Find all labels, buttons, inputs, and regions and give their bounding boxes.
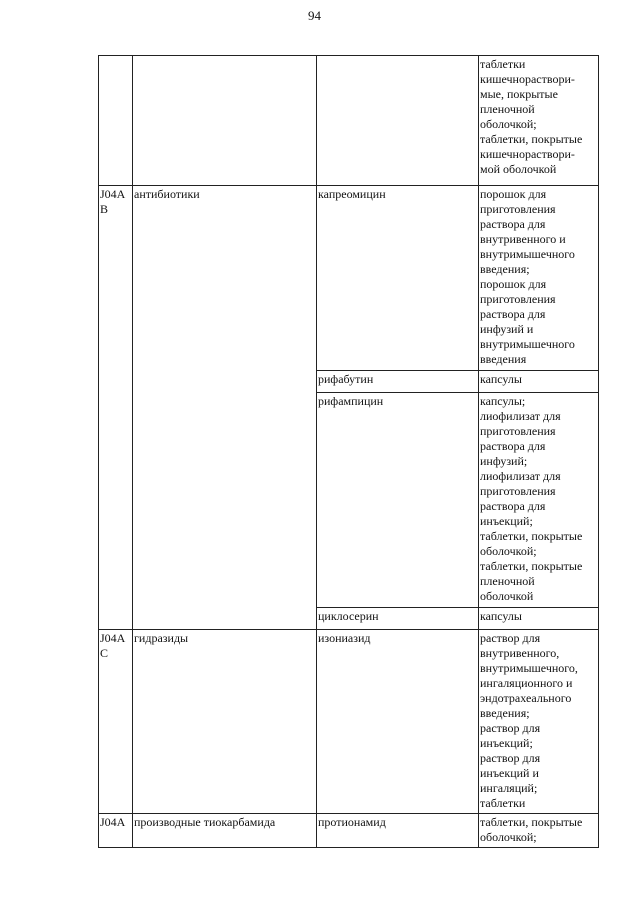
dosage-form-cell: таблетки кишечнораствори- мые, покрытые пленочной оболочкой; таблетки, покрытые кишечнораствори- мой оболочкой (479, 56, 599, 186)
drug-name-cell: циклосерин (317, 608, 479, 630)
drug-name-cell: рифампицин (317, 393, 479, 608)
group-cell: антибиотики (133, 186, 317, 630)
dosage-form-cell: капсулы (479, 371, 599, 393)
group-cell: гидразиды (133, 630, 317, 814)
dosage-form-cell: капсулы; лиофилизат для приготовления раствора для инфузий; лиофилизат для приготовления раствора для инъекций; таблетки, покрытые оболочкой; таблетки, покрытые пленочной оболочкой (479, 393, 599, 608)
table-row (99, 186, 599, 371)
table-row (99, 630, 599, 814)
drug-table (98, 55, 599, 848)
dosage-form-cell: порошок для приготовления раствора для внутривенного и внутримышечного введения; порошок для приготовления раствора для инфузий и внутримышечного введения (479, 186, 599, 371)
group-cell: производные тиокарбамида (133, 814, 317, 848)
drug-name-cell: капреомицин (317, 186, 479, 371)
drug-name-cell: изониазид (317, 630, 479, 814)
dosage-form-cell: капсулы (479, 608, 599, 630)
atc-code-cell (99, 56, 133, 186)
dosage-form-cell: таблетки, покрытые оболочкой; (479, 814, 599, 848)
page-number: 94 (308, 8, 321, 23)
atc-code-cell: J04A B (99, 186, 133, 630)
drug-name-cell (317, 56, 479, 186)
table-row (99, 56, 599, 186)
atc-code-cell: J04A C (99, 630, 133, 814)
group-cell (133, 56, 317, 186)
dosage-form-cell: раствор для внутривенного, внутримышечного, ингаляционного и эндотрахеального введения; раствор для инъекций; раствор для инъекций и ингаляций; таблетки (479, 630, 599, 814)
drug-name-cell: рифабутин (317, 371, 479, 393)
table-row (99, 814, 599, 848)
atc-code-cell: J04A (99, 814, 133, 848)
drug-name-cell: протионамид (317, 814, 479, 848)
